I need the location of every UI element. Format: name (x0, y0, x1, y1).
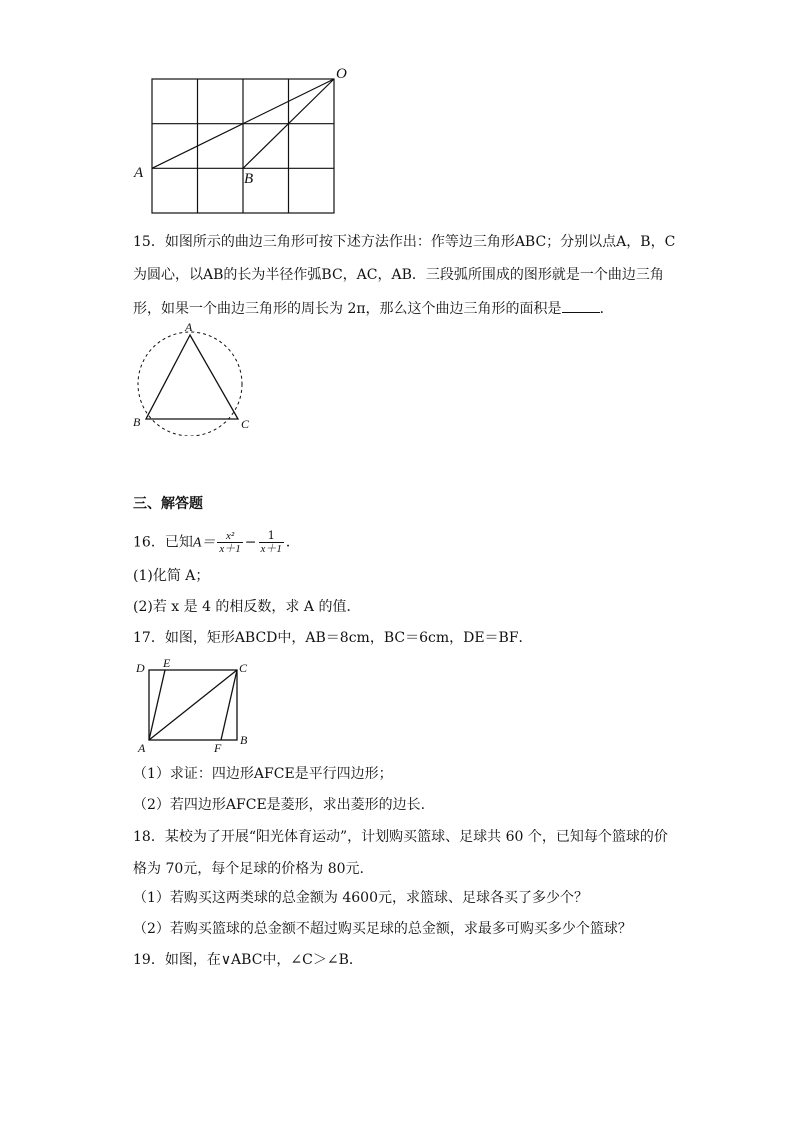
q18-sub2: （2）若购买篮球的总金额不超过购买足球的总金额，求最多可购买多少个篮球？ (133, 921, 632, 937)
q15-line3-end: ． (599, 301, 614, 317)
q16-frac2 (259, 530, 284, 555)
rect-label-f: F (214, 741, 222, 755)
q16-sub2: (2)若 x 是 4 的相反数，求 A 的值． (133, 599, 361, 615)
q18-line1: 18．某校为了开展“阳光体育运动”，计划购买篮球、足球共 60 个，已知每个篮球的价 (133, 829, 668, 845)
q16-end: ． (285, 534, 300, 551)
q15-line3-text: 形，如果一个曲边三角形的周长为 2π，那么这个曲边三角形的面积是 (133, 301, 562, 317)
q16-minus: − (244, 534, 257, 551)
curved-triangle-figure (128, 316, 268, 436)
label-b: B (244, 171, 254, 187)
q16-frac1 (217, 530, 242, 555)
q17-sub1: （1）求证：四边形AFCE是平行四边形； (133, 766, 393, 782)
q16-frac2-den: x＋1 (260, 543, 282, 555)
tri-label-b: B (133, 415, 141, 429)
tri-label-a: A (185, 320, 193, 334)
q17-line: 17．如图，矩形ABCD中，AB＝8cm，BC＝6cm，DE＝BF． (133, 630, 533, 646)
q15-line1: 15．如图所示的曲边三角形可按下述方法作出：作等边三角形ABC；分别以点A，B，C (133, 234, 676, 250)
label-a: A (134, 165, 144, 181)
q18-line2: 格为 70元，每个足球的价格为 80元. (133, 861, 364, 877)
rect-label-b: B (240, 733, 248, 747)
tri-label-c: C (241, 417, 250, 431)
rect-label-d: D (136, 661, 145, 675)
q15-line2: 为圆心，以AB的长为半径作弧BC，AC，AB．三段弧所围成的图形就是一个曲边三角 (133, 267, 664, 283)
q17-sub2: （2）若四边形AFCE是菱形，求出菱形的边长. (133, 797, 426, 813)
answer-blank (562, 298, 600, 313)
q16-frac1-den: x＋1 (219, 543, 241, 555)
q16-frac1-num: x² (217, 530, 242, 543)
rect-label-e: E (163, 656, 171, 670)
rect-label-c: C (239, 661, 248, 675)
rect-label-a: A (138, 741, 146, 755)
q19-line: 19．如图，在∨ABC中，∠C＞∠B． (133, 952, 363, 968)
q16-prefix: 16．已知 (133, 534, 193, 551)
q18-sub1: （1）若购买这两类球的总金额为 4600元，求篮球、足球各买了多少个？ (133, 890, 588, 906)
section-title: 三、解答题 (133, 496, 203, 512)
label-o: O (336, 66, 347, 82)
q16-line (133, 530, 300, 555)
q16-lhs: A＝ (192, 535, 216, 551)
rectangle-figure (128, 656, 268, 756)
grid-figure (128, 62, 358, 222)
q16-sub1: (1)化简 A； (133, 568, 210, 584)
q16-frac2-num: 1 (259, 530, 284, 543)
